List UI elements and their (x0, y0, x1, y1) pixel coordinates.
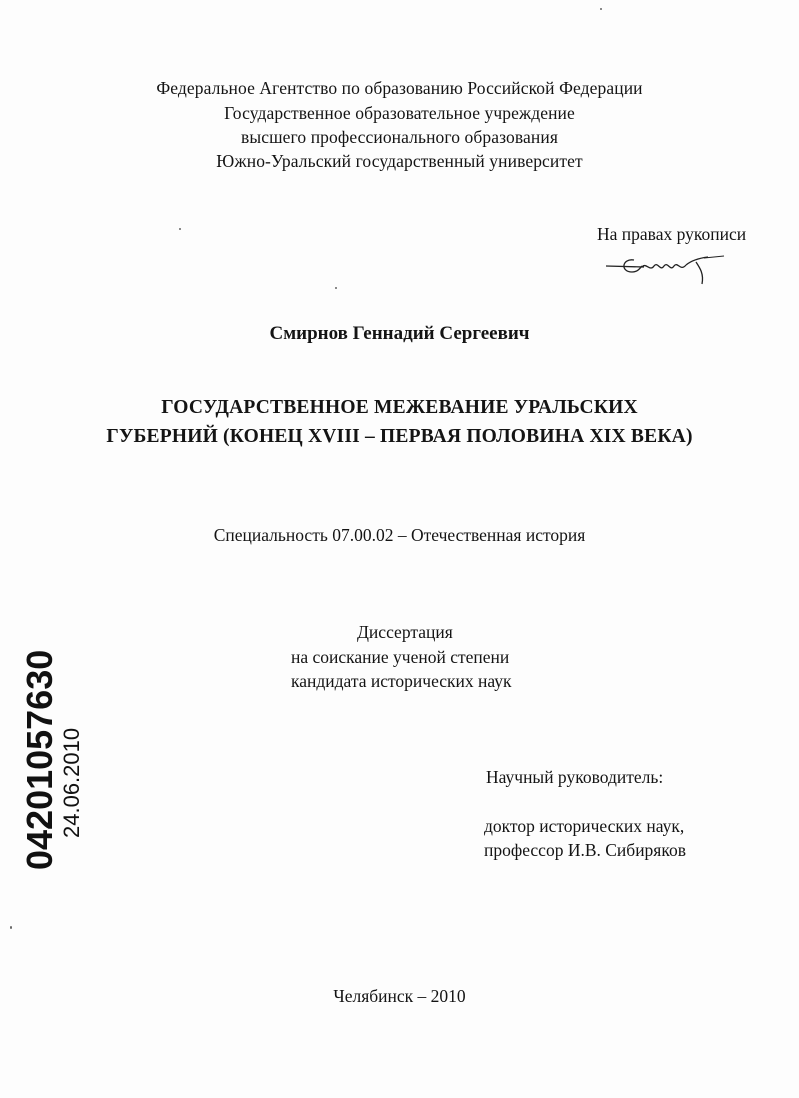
degree-line-1: Диссертация (357, 622, 453, 642)
degree-line-2: на соискание ученой степени (291, 647, 510, 667)
degree-line-3: кандидата исторических наук (291, 671, 512, 691)
header-line-university: Южно-Уральский государственный университет (216, 151, 583, 171)
handwritten-signature-icon (604, 252, 726, 286)
supervisor-name: профессор И.В. Сибиряков (484, 840, 686, 860)
header-line-institution-type: Государственное образовательное учреждение (224, 103, 575, 123)
manuscript-rights-note: На правах рукописи (597, 224, 747, 244)
scan-speck (179, 228, 181, 230)
specialty: Специальность 07.00.02 – Отечественная история (213, 525, 586, 545)
supervisor-degree: доктор исторических наук, (484, 816, 685, 836)
header-line-ministry: Федеральное Агентство по образованию Российской Федерации (156, 78, 643, 98)
library-stamp-date: 24.06.2010 (59, 727, 84, 838)
title-line-1: ГОСУДАРСТВЕННОЕ МЕЖЕВАНИЕ УРАЛЬСКИХ (161, 397, 638, 418)
header-line-education-level: высшего профессионального образования (241, 127, 558, 147)
scan-speck (10, 926, 12, 929)
scan-speck (600, 8, 602, 10)
title-line-2: ГУБЕРНИЙ (КОНЕЦ XVIII – ПЕРВАЯ ПОЛОВИНА XIX ВЕКА) (106, 426, 693, 447)
library-stamp-number: 04201057630 (19, 649, 60, 870)
author-name: Смирнов Геннадий Сергеевич (269, 323, 530, 344)
place-and-year: Челябинск – 2010 (333, 986, 466, 1006)
supervisor-label: Научный руководитель: (486, 767, 664, 787)
scan-speck (335, 287, 337, 289)
